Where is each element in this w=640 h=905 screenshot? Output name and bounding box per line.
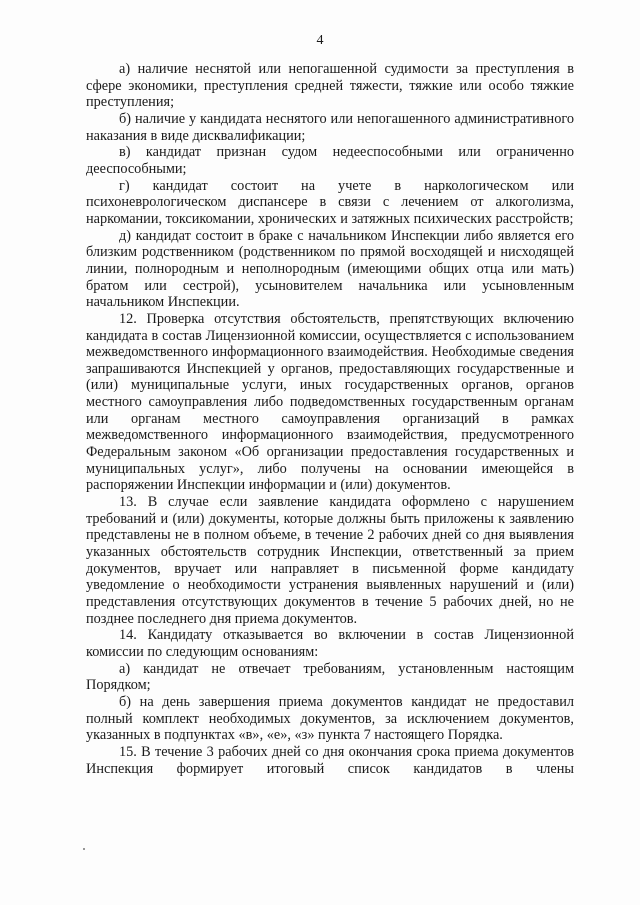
paragraph-item-v: в) кандидат признан судом недееспособными или ограниченно дееспособными; [86,144,574,177]
paragraph-14-item-b: б) на день завершения приема документов кандидат не предоставил полный комплект необходимых документов, за исключением документов, указанных в подпунктах «в», «е», «з» пункта 7 настоящего Порядка. [86,693,574,744]
paragraph-12: 12. Проверка отсутствия обстоятельств, препятствующих включению кандидата в состав Лицензионной комиссии, осуществляется с использованием межведомственного информационного взаимодействия. Необходимые сведения запрашиваются Инспекцией у органов, предоставляющих государственные и (или) муниципальные услуги, иных государственных органов, органов местного самоуправления либо подведомственных государственным органам или органам местного самоуправления организаций в рамках межведомственного информационного взаимодействия, предусмотренного Федеральным законом «Об организации предоставления государственных и муниципальных услуг», либо получены на основании имеющейся в распоряжении Инспекции информации и (или) документов. [86,310,574,494]
paragraph-item-b: б) наличие у кандидата неснятого или непогашенного административного наказания в виде дисквалификации; [86,110,574,144]
page-number: 4 [316,33,324,48]
paragraph-item-d: д) кандидат состоит в браке с начальником Инспекции либо является его близким родственником (родственником по прямой восходящей и нисходящей линии, полнородным и неполнородным (имеющими общих отца или мать) братом или сестрой), усыновителем начальника или усыновленным начальником Инспекции. [86,227,574,311]
paragraph-14-item-a: а) кандидат не отвечает требованиям, установленным настоящим Порядком; [86,660,574,694]
document-body [86,61,574,777]
paragraph-13: 13. В случае если заявление кандидата оформлено с нарушением требований и (или) документы, которые должны быть приложены к заявлению представлены не в полном объеме, в течение 2 рабочих дней со дня выявления указанных обстоятельств сотрудник Инспекции, ответственный за прием документов, вручает или направляет в письменной форме кандидату уведомление о необходимости устранения выявленных нарушений и (или) представления отсутствующих документов в течение 5 рабочих дней, но не позднее последнего дня приема документов. [86,494,574,627]
paragraph-15: 15. В течение 3 рабочих дней со дня окончания срока приема документов Инспекция формирует итоговый список кандидатов в члены [86,743,574,777]
scan-speck [83,848,85,850]
paragraph-item-a: а) наличие неснятой или непогашенной судимости за преступления в сфере экономики, преступления средней тяжести, тяжкие или особо тяжкие преступления; [86,61,574,111]
paragraph-item-g: г) кандидат состоит на учете в наркологическом или психоневрологическом диспансере в связи с лечением от алкоголизма, наркомании, токсикомании, хронических и затяжных психических расстройств; [86,177,574,227]
paragraph-14: 14. Кандидату отказывается во включении в состав Лицензионной комиссии по следующим основаниям: [86,627,574,660]
